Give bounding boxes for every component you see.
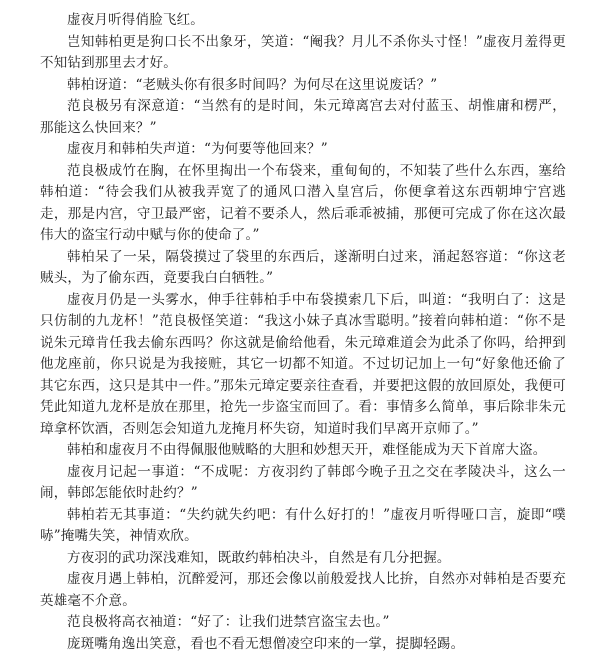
paragraph-12: 方夜羽的武功深浅难知，既敢约韩柏决斗，自然是有几分把握。 (40, 548, 566, 570)
paragraph-14: 范良极将高衣袖道：“好了：让我们进禁宫盗宝去也。” (40, 612, 566, 634)
paragraph-15: 庞斑嘴角逸出笑意，看也不看无想僧凌空印来的一掌，提脚轻踢。 (40, 634, 566, 655)
paragraph-7: 韩柏呆了一呆，隔袋摸过了袋里的东西后，遂渐明白过来，涌起怒容道：“你这老贼头，为了偷东西，竟要我白白牺牲。” (40, 247, 566, 290)
paragraph-8: 虚夜月仍是一头雾水，伸手往韩柏手中布袋摸索几下后，叫道：“我明白了：这是只仿制的九龙杯！”范良极怪笑道：“我这小妹子真冰雪聪明。”接着向韩柏道：“你不是说朱元璋肯任我去偷东西吗？你这就是偷给他看，朱元璋难道会为此杀了你吗，给押到他龙座前，你只说是为我接赃，其它一切都不知道。不过切记加上一句“好象他还偷了其它东西，这只是其中一件。”那朱元璋定要亲往查看，并要把这假的放回原处，我便可凭此知道九龙杯是放在那里，抢先一步盗宝而回了。看：事情多么简单，事后除非朱元璋拿杯饮酒，否则怎会知道九龙掩月杯失窃，知道时我们早离开京师了。” (40, 290, 566, 441)
paragraph-5: 虚夜月和韩柏失声道：“为何要等他回来？” (40, 139, 566, 161)
paragraph-11: 韩柏若无其事道：“失约就失约吧：有什么好打的！”虚夜月听得哑口言，旋即“噗哧”掩嘴失笑，神情欢欣。 (40, 505, 566, 548)
paragraph-1: 虚夜月听得俏脸飞红。 (40, 10, 566, 32)
paragraph-13: 虚夜月遇上韩柏，沉醉爱河，那还会像以前般爱找人比拚，自然亦对韩柏是否要充英雄毫不介意。 (40, 569, 566, 612)
paragraph-4: 范良极另有深意道：“当然有的是时间，朱元璋离宫去对付蓝玉、胡惟庸和楞严，那能这么快回来？” (40, 96, 566, 139)
paragraph-3: 韩柏讶道：“老贼头你有很多时间吗？为何尽在这里说废话？” (40, 75, 566, 97)
paragraph-10: 虚夜月记起一事道：“不成呢：方夜羽约了韩郎今晚子丑之交在孝陵决斗，这么一闹，韩郎怎能依时赴约？” (40, 462, 566, 505)
paragraph-9: 韩柏和虚夜月不由得佩服他贼略的大胆和妙想天开，难怪能成为天下首席大盗。 (40, 440, 566, 462)
paragraph-2: 岂知韩柏更是狗口长不出象牙，笑道：“阉我？月儿不杀你头寸怪！”虚夜月羞得更不知钻到那里去才好。 (40, 32, 566, 75)
paragraph-6: 范良极成竹在胸，在怀里掏出一个布袋来，重甸甸的，不知装了些什么东西，塞给韩柏道：“待会我们从被我弄宽了的通风口潜入皇宫后，你便拿着这东西朝坤宁宫逃走，那是内宫，守卫最严密，记着不要杀人，然后乖乖被捕，那便可完成了你在这次最伟大的盗宝行动中赋与你的使命了。” (40, 161, 566, 247)
